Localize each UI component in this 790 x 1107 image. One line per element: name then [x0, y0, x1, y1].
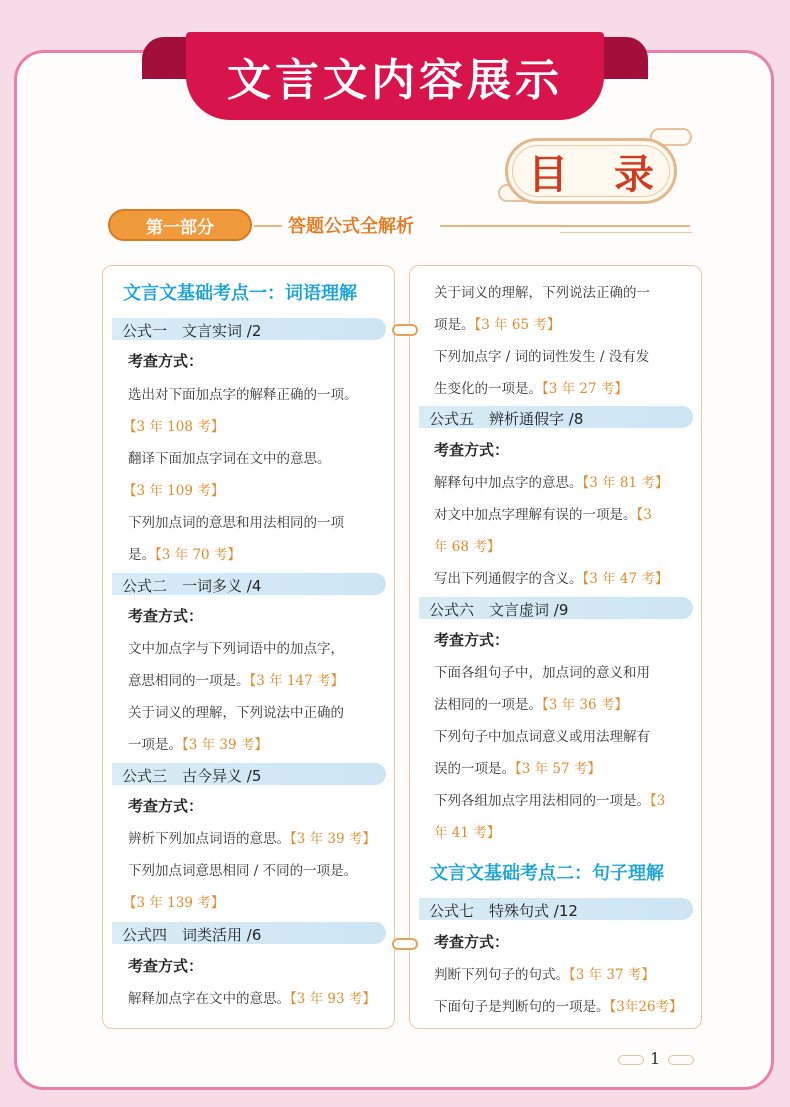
question-line: 下列加点字 / 词的词性发生 / 没有发 — [434, 349, 650, 365]
frequency-tag: 【3 年 70 考】 — [155, 547, 241, 563]
toc-title: 目 录 — [528, 150, 670, 198]
method-label: 考查方式： — [434, 933, 510, 951]
question-line: 关于词义的理解，下列说法正确的一 — [434, 285, 650, 301]
formula-heading: 公式五 辨析通假字 /8 — [419, 406, 693, 428]
column-link-ornament — [392, 324, 418, 336]
question-line: 翻译下面加点字词在文中的意思。 — [128, 451, 331, 467]
frequency-tag: 【3 年 39 考】 — [182, 737, 268, 753]
section-heading: 文言文基础考点一：词语理解 — [123, 283, 357, 304]
toc-title-box — [505, 138, 677, 204]
question-line: 判断下列句子的句式。【3 年 37 考】 — [434, 967, 655, 983]
method-label: 考查方式： — [128, 797, 204, 815]
question-line: 下列各组加点字用法相同的一项是。【3 — [434, 793, 666, 809]
question-line: 法相同的一项是。【3 年 36 考】 — [434, 697, 628, 713]
part-title: 答题公式全解析 — [288, 216, 414, 237]
frequency-tag: 【3 年 108 考】 — [123, 419, 225, 435]
frequency-tag: 【3 年 27 考】 — [542, 381, 628, 397]
part-badge — [108, 209, 252, 241]
frequency-tag: 【3 年 37 考】 — [569, 967, 655, 983]
page-number: 1 — [650, 1049, 661, 1068]
method-label: 考查方式： — [434, 441, 510, 459]
question-line: 对文中加点字理解有误的一项是。【3 — [434, 507, 652, 523]
question-line: 文中加点字与下列词语中的加点字， — [128, 641, 344, 657]
question-line: 解释句中加点字的意思。【3 年 81 考】 — [434, 475, 669, 491]
formula-heading: 公式四 词类活用 /6 — [112, 922, 386, 944]
question-line: 写出下列通假字的含义。【3 年 47 考】 — [434, 571, 669, 587]
divider — [560, 232, 692, 233]
frequency-tag: 【3 年 47 考】 — [582, 571, 669, 587]
question-line: 项是。【3 年 65 考】 — [434, 317, 561, 333]
question-line: 关于词义的理解，下列说法中正确的 — [128, 705, 344, 721]
formula-heading: 公式七 特殊句式 /12 — [419, 898, 693, 920]
question-line: 生变化的一项是。【3 年 27 考】 — [434, 381, 628, 397]
formula-heading: 公式三 古今异义 /5 — [112, 763, 386, 785]
frequency-tag: 年 41 考】 — [434, 825, 501, 841]
divider — [254, 225, 282, 227]
column-link-ornament — [392, 938, 418, 950]
frequency-tag: 【3 年 81 考】 — [582, 475, 669, 491]
question-line: 是。【3 年 70 考】 — [128, 547, 241, 563]
footer-ornament — [618, 1055, 644, 1065]
question-line: 解释加点字在文中的意思。【3 年 93 考】 — [128, 991, 376, 1007]
part-badge-label: 第一部分 — [146, 217, 214, 238]
frequency-tag: 年 68 考】 — [434, 539, 501, 555]
formula-heading: 公式六 文言虚词 /9 — [419, 597, 693, 619]
formula-heading: 公式一 文言实词 /2 — [112, 318, 386, 340]
question-line: 下列加点词意思相同 / 不同的一项是。 — [128, 863, 358, 879]
question-line: 误的一项是。【3 年 57 考】 — [434, 761, 601, 777]
banner-title: 文言文内容展示 — [227, 55, 563, 106]
question-line: 下面各组句子中，加点词的意义和用 — [434, 665, 650, 681]
frequency-tag: 【3 — [650, 793, 666, 809]
frequency-tag: 【3 年 109 考】 — [123, 483, 225, 499]
question-line: 一项是。【3 年 39 考】 — [128, 737, 268, 753]
divider — [440, 225, 690, 227]
question-line: 下面句子是判断句的一项是。【3年26考】 — [434, 999, 683, 1015]
frequency-tag: 【3 年 36 考】 — [542, 697, 628, 713]
frequency-tag: 【3年26考】 — [609, 999, 683, 1015]
method-label: 考查方式： — [128, 607, 204, 625]
banner — [186, 32, 604, 120]
question-line: 意思相同的一项是。【3 年 147 考】 — [128, 673, 344, 689]
formula-heading: 公式二 一词多义 /4 — [112, 573, 386, 595]
frequency-tag: 【3 年 39 考】 — [290, 831, 376, 847]
frequency-tag: 【3 — [636, 507, 652, 523]
section-heading: 文言文基础考点二：句子理解 — [430, 863, 664, 884]
footer-ornament — [668, 1055, 694, 1065]
question-line: 下列加点词的意思和用法相同的一项 — [128, 515, 344, 531]
method-label: 考查方式： — [434, 631, 510, 649]
frequency-tag: 【3 年 139 考】 — [123, 895, 225, 911]
frequency-tag: 【3 年 65 考】 — [474, 317, 561, 333]
frequency-tag: 【3 年 147 考】 — [249, 673, 344, 689]
frequency-tag: 【3 年 57 考】 — [515, 761, 601, 777]
question-line: 下列句子中加点词意义或用法理解有 — [434, 729, 650, 745]
question-line: 选出对下面加点字的解释正确的一项。 — [128, 387, 358, 403]
question-line: 辨析下列加点词语的意思。【3 年 39 考】 — [128, 831, 376, 847]
method-label: 考查方式： — [128, 352, 204, 370]
frequency-tag: 【3 年 93 考】 — [290, 991, 376, 1007]
method-label: 考查方式： — [128, 957, 204, 975]
